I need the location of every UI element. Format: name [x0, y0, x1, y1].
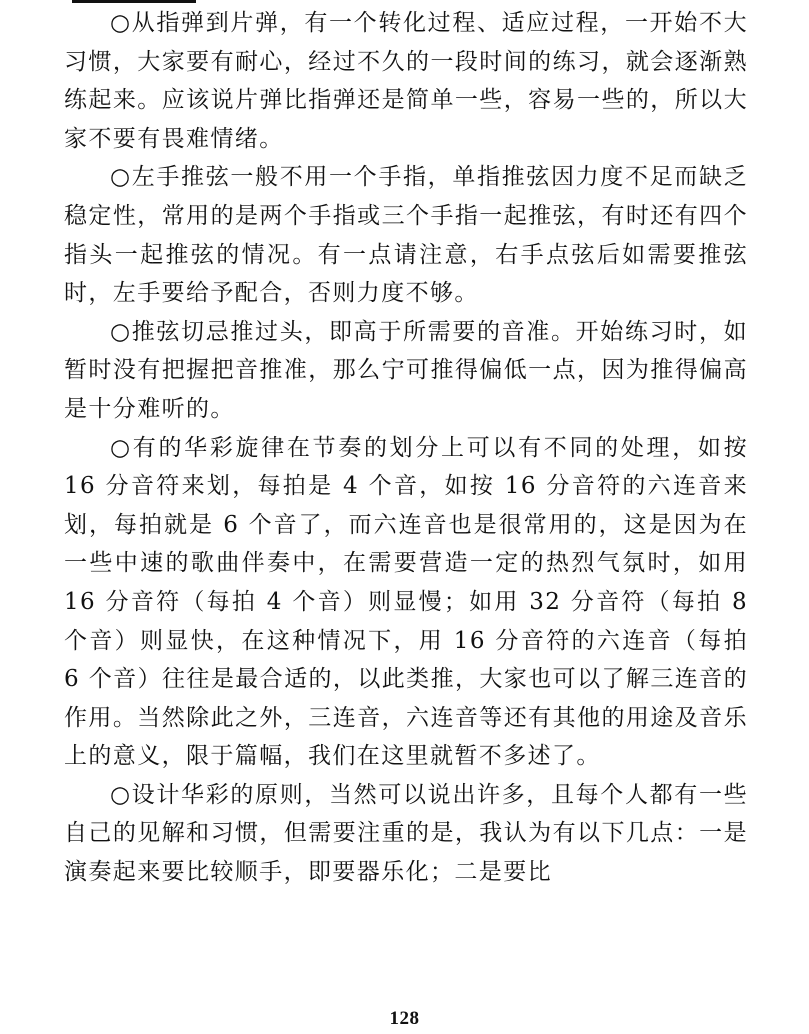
- page-number: 128: [389, 1008, 420, 1029]
- page-body: [64, 4, 748, 892]
- paragraph-bend-pitch: ○推弦切忌推过头，即高于所需要的音准。开始练习时，如暂时没有把握把音推准，那么宁可推得偏低一点，因为推得偏高是十分难听的。: [64, 318, 748, 422]
- paragraph-left-hand-bend: ○左手推弦一般不用一个手指，单指推弦因力度不足而缺乏稳定性，常用的是两个手指或三个手指一起推弦，有时还有四个指头一起推弦的情况。有一点请注意，右手点弦后如需要推弦时，左手要给予配合，否则力度不够。: [64, 164, 748, 307]
- paragraph-fingerpick-to-pick: ○从指弹到片弹，有一个转化过程、适应过程，一开始不大习惯，大家要有耐心，经过不久的一段时间的练习，就会逐渐熟练起来。应该说片弹比指弹还是简单一些，容易一些的，所以大家不要有畏难情绪。: [64, 10, 748, 152]
- paragraph-design-principles: ○设计华彩的原则，当然可以说出许多，且每个人都有一些自己的见解和习惯，但需要注重的是，我认为有以下几点：一是演奏起来要比较顺手，即要器乐化；二是要比: [64, 781, 748, 886]
- top-rule: [72, 0, 196, 3]
- paragraph-rhythm-division: ○有的华彩旋律在节奏的划分上可以有不同的处理，如按 16 分音符来划，每拍是 4 个音，如按 16 分音符的六连音来划，每拍就是 6 个音了，而六连音也是很常用的，这是因为在一些中速的歌曲伴奏中，在需要营造一定的热烈气氛时，如用 16 分音符（每拍 4 个音）则显慢；如用 32 分音符（每拍 8 个音）则显快，在这种情况下，用 16 分音符的六连音（每拍 6 个音）往往是最合适的，以此类推，大家也可以了解三连音的作用。当然除此之外，三连音，六连音等还有其他的用途及音乐上的意义，限于篇幅，我们在这里就暂不多述了。: [64, 434, 748, 770]
